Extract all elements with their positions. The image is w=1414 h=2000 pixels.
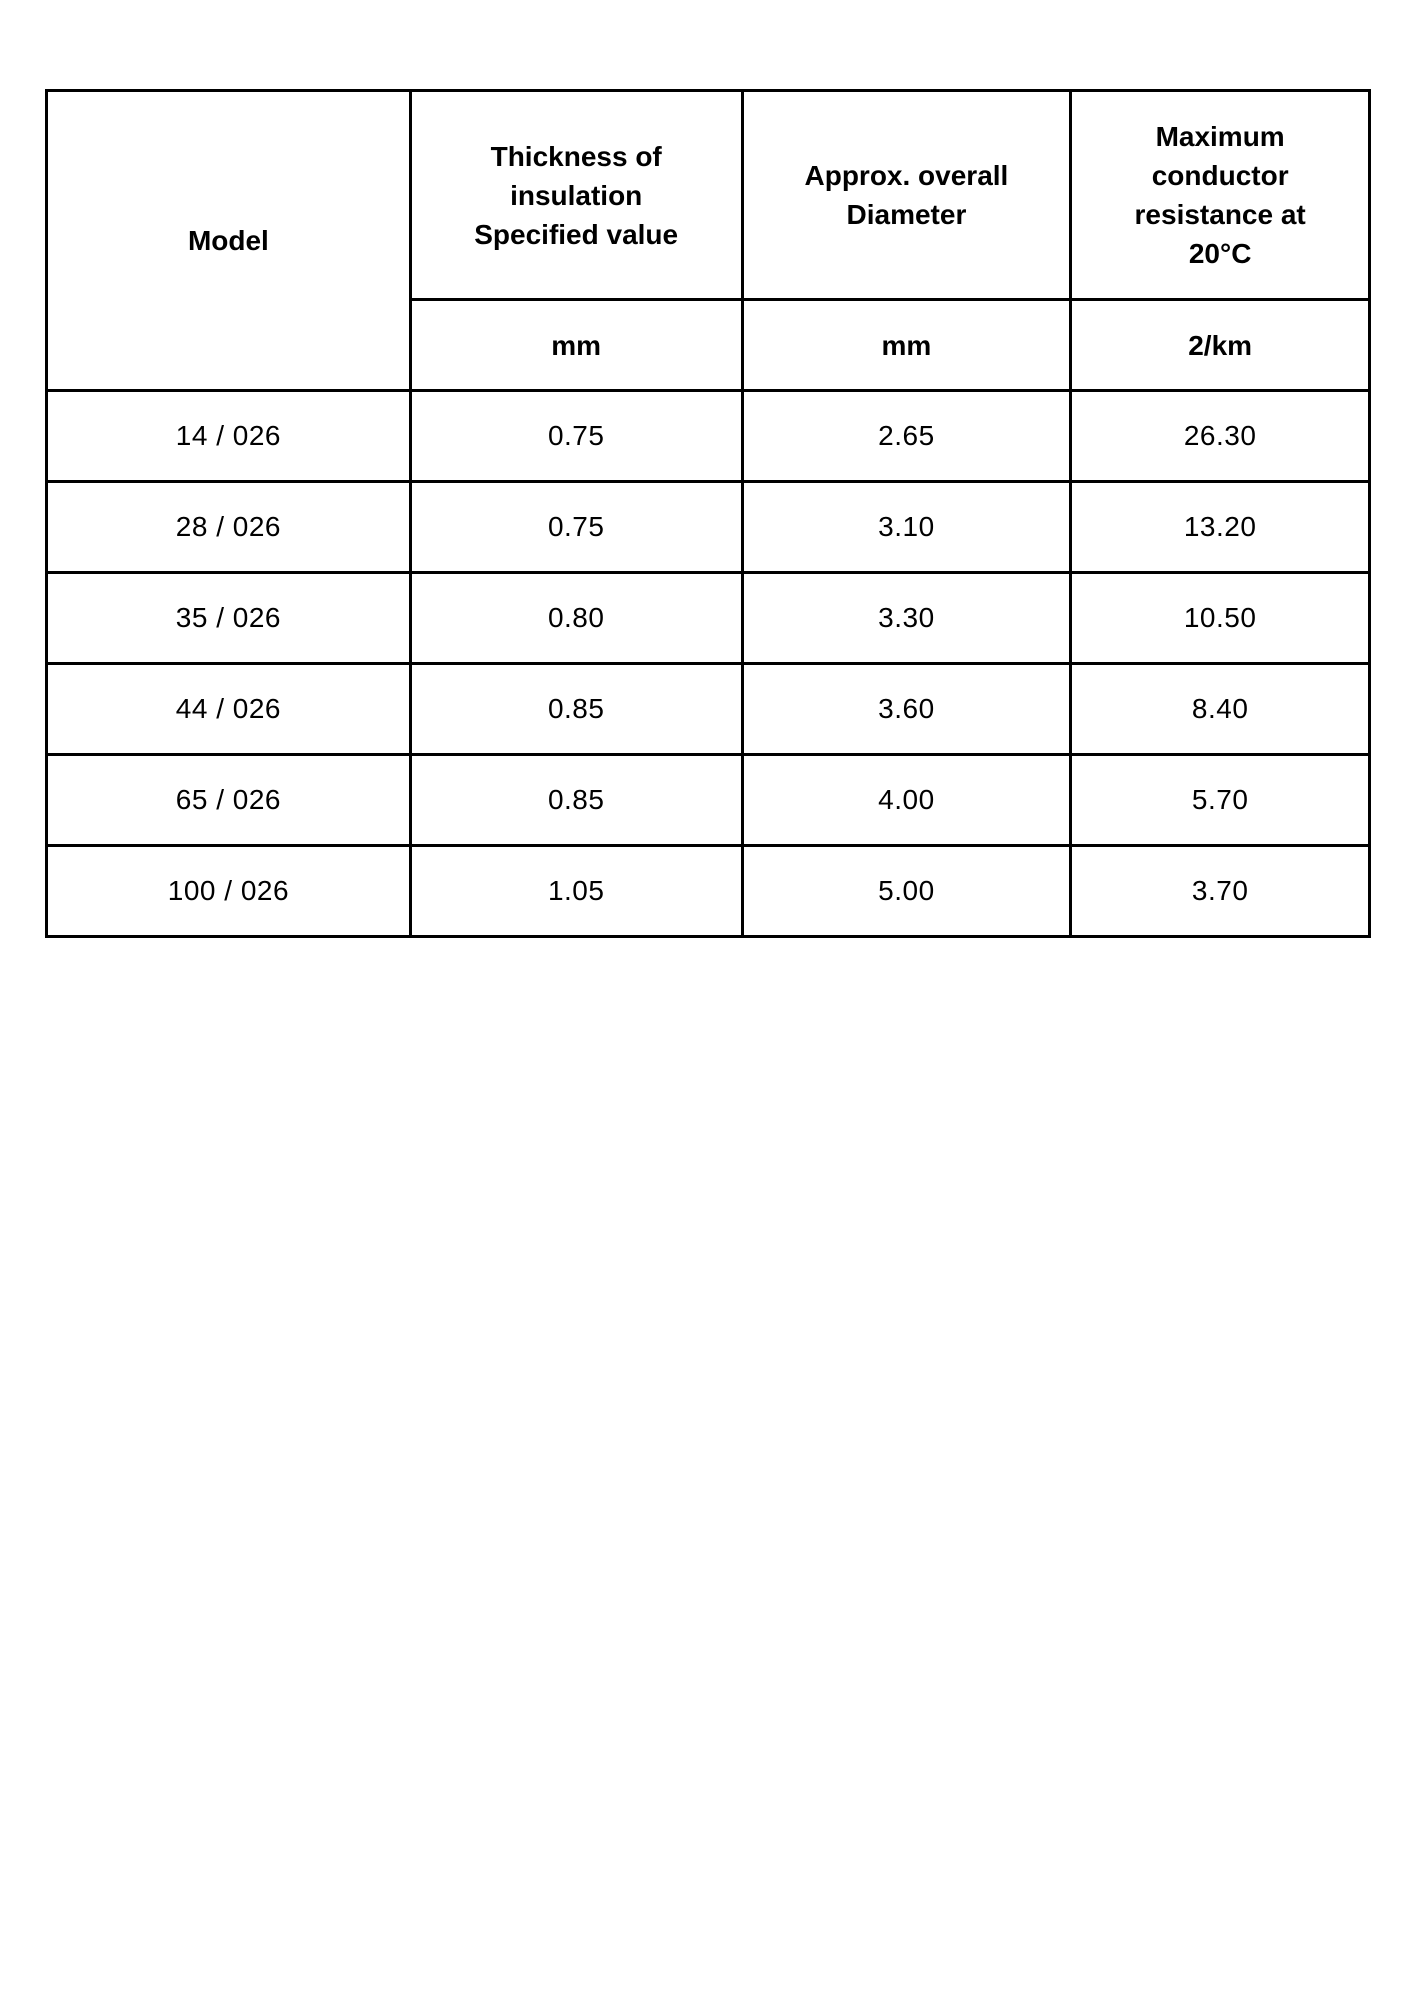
header-resistance-line: Maximum — [1155, 121, 1285, 152]
cell-diameter: 2.65 — [742, 391, 1071, 482]
cell-diameter: 3.30 — [742, 573, 1071, 664]
cell-thickness: 1.05 — [410, 846, 742, 937]
header-resistance — [1071, 91, 1370, 300]
cell-diameter: 5.00 — [742, 846, 1071, 937]
cell-resistance: 5.70 — [1071, 755, 1370, 846]
cell-thickness: 0.75 — [410, 391, 742, 482]
cell-diameter: 4.00 — [742, 755, 1071, 846]
spec-table — [45, 89, 1371, 938]
cell-model: 100 / 026 — [47, 846, 411, 937]
unit-resistance: 2/km — [1071, 300, 1370, 391]
table-row — [47, 573, 1370, 664]
header-resistance-line: resistance at — [1134, 199, 1306, 230]
header-thickness-line: Specified value — [474, 218, 679, 250]
cell-model: 14 / 026 — [47, 391, 411, 482]
cell-resistance: 13.20 — [1071, 482, 1370, 573]
cell-model: 28 / 026 — [47, 482, 411, 573]
header-diameter — [742, 91, 1071, 300]
unit-thickness: mm — [410, 300, 742, 391]
header-diameter-line: Diameter — [846, 199, 967, 230]
cell-thickness: 0.85 — [410, 664, 742, 755]
table-row — [47, 755, 1370, 846]
cell-thickness: 0.80 — [410, 573, 742, 664]
cell-diameter: 3.10 — [742, 482, 1071, 573]
cell-resistance: 8.40 — [1071, 664, 1370, 755]
table-row — [47, 482, 1370, 573]
header-thickness-line: Thickness of — [490, 140, 662, 172]
cell-resistance: 26.30 — [1071, 391, 1370, 482]
cell-model: 35 / 026 — [47, 573, 411, 664]
header-model-label: Model — [187, 225, 269, 256]
cell-model: 44 / 026 — [47, 664, 411, 755]
table-row — [47, 664, 1370, 755]
cell-resistance: 3.70 — [1071, 846, 1370, 937]
unit-diameter: mm — [742, 300, 1071, 391]
header-diameter-line: Approx. overall — [804, 160, 1009, 191]
cell-model: 65 / 026 — [47, 755, 411, 846]
cell-diameter: 3.60 — [742, 664, 1071, 755]
header-row — [47, 91, 1370, 300]
header-thickness — [410, 91, 742, 300]
header-thickness-line: insulation — [510, 179, 643, 211]
header-resistance-line: conductor — [1151, 160, 1289, 191]
header-model — [47, 91, 411, 391]
header-resistance-line: 20°C — [1188, 238, 1252, 269]
table-row — [47, 846, 1370, 937]
cell-thickness: 0.85 — [410, 755, 742, 846]
cell-thickness: 0.75 — [410, 482, 742, 573]
cell-resistance: 10.50 — [1071, 573, 1370, 664]
table-row — [47, 391, 1370, 482]
